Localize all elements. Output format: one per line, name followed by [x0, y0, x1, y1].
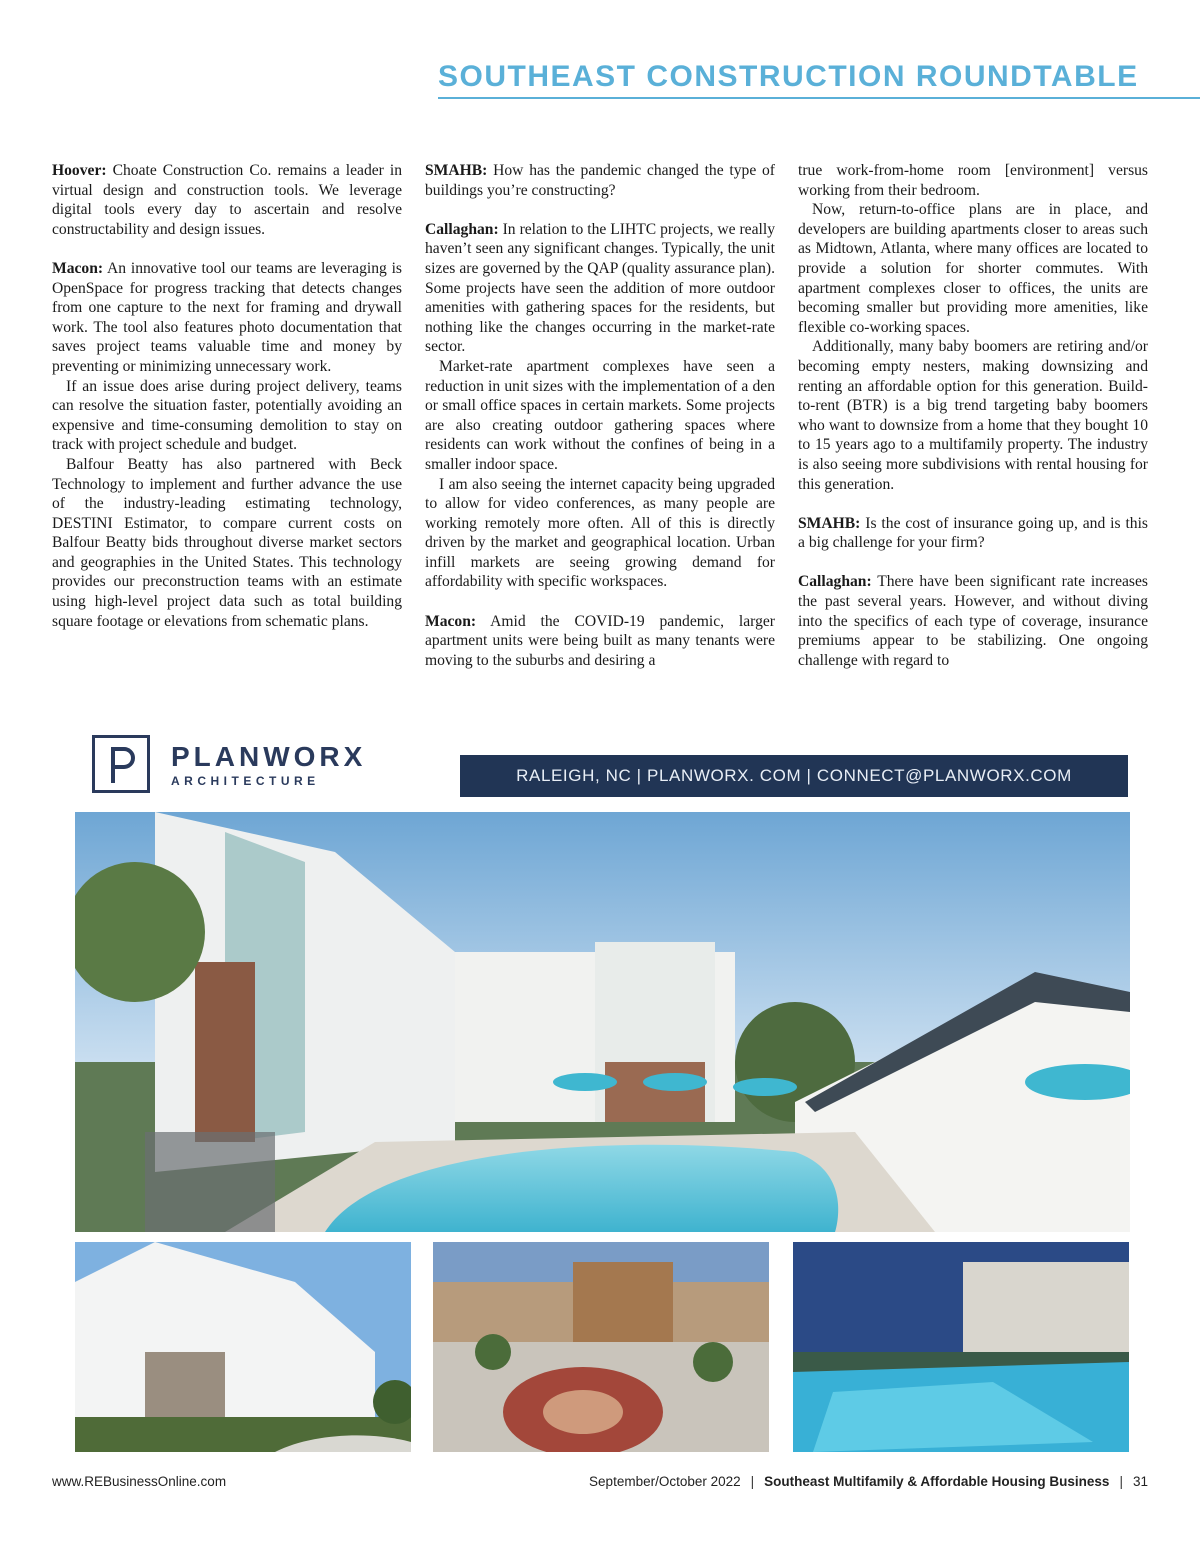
paragraph [425, 612, 775, 671]
paragraph [52, 259, 402, 377]
courtyard-aerial-photo [433, 1242, 769, 1452]
paragraph-text: There have been significant rate increases the past several years. However, and without diving into the specifics of each type of coverage, insurance premiums appear to be stabilizing. One ongoing challenge with regard to [798, 573, 1148, 669]
brand-name: PLANWORX [171, 741, 367, 772]
issue-date: September/October 2022 [589, 1474, 741, 1489]
paragraph: Balfour Beatty has also partnered with Beck Technology to implement and further advance the use of the industry-leading estimating technology, DESTINI Estimator, to compare current costs on Balfour Beatty bids throughout diverse market sectors and geographies in the United States. This technology provides our preconstruction teams with an estimate using high-level project data such as total building square footage or elevations from schematic plans. [52, 455, 402, 630]
paragraph [798, 514, 1148, 553]
section-title: SOUTHEAST CONSTRUCTION ROUNDTABLE [438, 60, 1139, 93]
article-column-1 [52, 161, 402, 631]
article-column-2 [425, 161, 775, 670]
paragraph [798, 572, 1148, 670]
paragraph-text: Choate Construction Co. remains a leader in virtual design and construction tools. We leverage digital tools every day to ascertain and resolve constructability and design issues. [52, 162, 402, 238]
paragraph [52, 161, 402, 239]
paragraph [425, 220, 775, 357]
paragraph-text: Is the cost of insurance going up, and is this a big challenge for your firm? [798, 514, 1148, 552]
paragraph: true work-from-home room [environment] versus working from their bedroom. [798, 162, 1148, 199]
paragraph: Market-rate apartment complexes have seen a reduction in unit sizes with the implementation of a den or small office spaces in certain markets. Some projects are also creating outdoor gathering spaces where residents can work without the confines of being in a smaller indoor space. [425, 357, 775, 473]
paragraph [425, 161, 775, 200]
planworx-logo-icon [92, 735, 150, 793]
publication-name: Southeast Multifamily & Affordable Housing Business [764, 1474, 1110, 1489]
paragraph-text: In relation to the LIHTC projects, we really haven’t seen any significant changes. Typically, the unit sizes are governed by the QAP (quality assurance plan). Some projects have seen the addition of more outdoor amenities with gathering spaces for the residents, but nothing like the changes occurring in the market-rate sector. [425, 220, 775, 356]
footer-right [589, 1474, 1148, 1489]
separator: | [750, 1474, 755, 1489]
website-url: www.REBusinessOnline.com [52, 1474, 227, 1489]
paragraph-text: An innovative tool our teams are leveraging is OpenSpace for progress tracking that detects changes from one capture to the next for framing and drywall work. The tool also features photo documentation that saves project teams valuable time and money by preventing or minimizing unnecessary work. [52, 259, 402, 375]
building-exterior-photo [75, 1242, 411, 1452]
paragraph-text: Amid the COVID-19 pandemic, larger apartment units were being built as many tenants were moving to the suburbs and desiring a [425, 612, 775, 669]
paragraph: If an issue does arise during project delivery, teams can resolve the situation faster, potentially avoiding an expensive and time-consuming demolition to stay on track with project schedule and budget. [52, 377, 402, 454]
paragraph: I am also seeing the internet capacity being upgraded to allow for video conferences, as many people are working remotely more often. All of this is directly driven by the market and geographical location. Urban infill markets are seeing growing demand for affordability with specific workspaces. [425, 475, 775, 591]
page-number: 31 [1132, 1474, 1148, 1489]
speaker-name: Hoover: [52, 162, 107, 179]
speaker-name: Callaghan: [798, 573, 872, 591]
paragraph-text: How has the pandemic changed the type of buildings you’re constructing? [425, 162, 775, 199]
speaker-name: SMAHB: [798, 514, 861, 532]
speaker-name: Macon: [425, 612, 477, 630]
page-footer [52, 1474, 1148, 1494]
pool-dusk-photo [793, 1242, 1129, 1452]
speaker-name: SMAHB: [425, 162, 488, 179]
brand-subtitle: ARCHITECTURE [171, 774, 320, 788]
apartment-pool-rendering-image [75, 812, 1130, 1232]
paragraph: Now, return-to-office plans are in place, and developers are building apartments closer to areas such as Midtown, Atlanta, where many offices are located to provide a solution for shorter commutes. With apartment complexes closer to offices, the units are becoming smaller but providing more amenities, like flexible co-working spaces. [798, 201, 1148, 336]
article-column-3 [798, 161, 1148, 670]
speaker-name: Callaghan: [425, 220, 499, 238]
planworx-advertisement [75, 727, 1130, 1452]
paragraph: Additionally, many baby boomers are retiring and/or becoming empty nesters, making downsizing and renting an affordable option for this generation. Build-to-rent (BTR) is a big trend targeting baby boomers who want to downsize from a home that they bought 10 to 15 years ago to a multifamily property. The industry is also seeing more subdivisions with rental housing for this generation. [798, 338, 1148, 493]
title-rule [438, 97, 1200, 99]
contact-bar: RALEIGH, NC | PLANWORX. COM | CONNECT@PLANWORX.COM [460, 755, 1128, 797]
speaker-name: Macon: [52, 259, 104, 277]
separator: | [1119, 1474, 1123, 1489]
